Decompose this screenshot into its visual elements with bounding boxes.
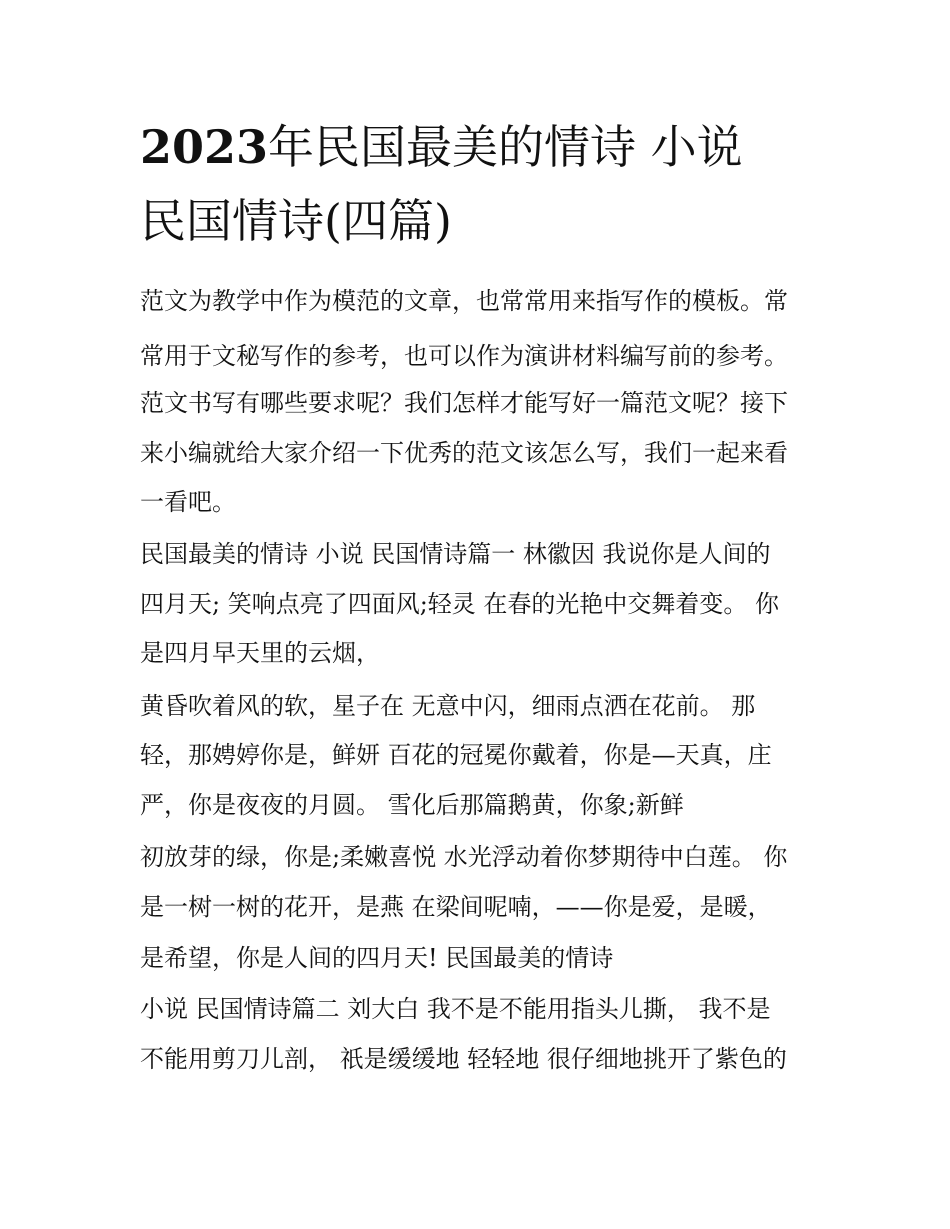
body-line-2: 常用于文秘写作的参考，也可以作为演讲材料编写前的参考。 [140, 342, 788, 370]
body-line-4: 来小编就给大家介绍一下优秀的范文该怎么写，我们一起来看 [140, 439, 788, 467]
body-line-7: 四月天; 笑响点亮了四面风;轻灵 在春的光艳中交舞着变。 你 [140, 590, 780, 618]
body-line-9: 黄昏吹着风的软，星子在 无意中闪，细雨点洒在花前。 那 [140, 692, 756, 720]
body-line-10: 轻，那娉婷你是，鲜妍 百花的冠冕你戴着，你是—天真，庄 [140, 741, 772, 769]
body-line-16: 不能用剪刀儿剖， 祇是缓缓地 轻轻地 很仔细地挑开了紫色的 [140, 1045, 787, 1073]
body-line-12: 初放芽的绿，你是;柔嫩喜悦 水光浮动着你梦期待中白莲。 你 [140, 843, 788, 871]
document-title-line-1 [140, 120, 840, 174]
body-line-11: 严，你是夜夜的月圆。 雪化后那篇鹅黄，你象;新鲜 [140, 791, 684, 819]
body-line-14: 是希望，你是人间的四月天! 民国最美的情诗 [140, 944, 614, 972]
title-year: 2023 [140, 120, 269, 174]
title-text-1: 年民国最美的情诗 小说 [268, 120, 743, 174]
title-text-2: 民国情诗(四篇) [140, 194, 452, 248]
body-line-1: 范文为教学中作为模范的文章，也常常用来指写作的模板。常 [140, 287, 788, 315]
document-title-line-2 [140, 194, 840, 248]
body-line-5: 一看吧。 [140, 488, 236, 516]
body-line-8: 是四月早天里的云烟， [140, 639, 380, 667]
body-line-3: 范文书写有哪些要求呢？我们怎样才能写好一篇范文呢？接下 [140, 389, 788, 417]
body-line-15: 小说 民国情诗篇二 刘大白 我不是不能用指头儿撕， 我不是 [140, 995, 771, 1023]
body-line-6: 民国最美的情诗 小说 民国情诗篇一 林徽因 我说你是人间的 [140, 540, 771, 568]
body-line-13: 是一树一树的花开，是燕 在梁间呢喃，——你是爱，是暖， [140, 893, 772, 921]
